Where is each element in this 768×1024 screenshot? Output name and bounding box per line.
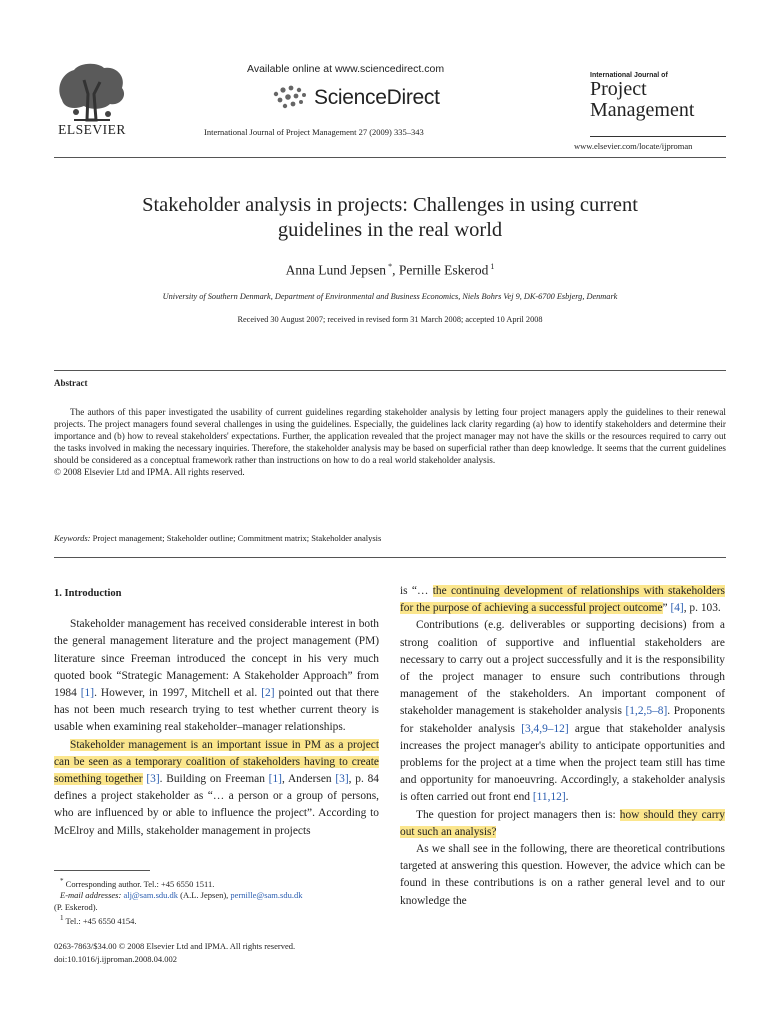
citation-link[interactable]: [3] [146,773,160,786]
footnote-mark: 1 [60,914,64,923]
paragraph [54,737,379,840]
journal-logo [590,72,694,121]
text-run: Stakeholder management has received considerable interest in both the general management literature and the project management (PM) literature since Freeman introduced the concept in his very much quoted book “Strategic Management: A Stakeholder Approach” from 1984 [54,618,379,700]
text-run: is “… [400,585,433,597]
text-run: pointed out that there has not been much research trying to test whether current theory is usable when examining real stakeholder–manager relationships. [54,687,379,734]
footnote-mark: * [60,877,64,885]
footnote-divider [54,870,150,871]
citation-link[interactable]: [3] [335,773,349,786]
issn-line: 0263-7863/$34.00 © 2008 Elsevier Ltd and IPMA. All rights reserved. [54,941,296,951]
journal-logo-small: International Journal of [590,72,668,79]
footnote-1 [54,876,384,890]
keywords-label: Keywords: [54,533,91,543]
email-link-2[interactable]: pernille@sam.sdu.dk [230,890,303,901]
journal-url[interactable]: www.elsevier.com/locate/ijproman [574,141,693,151]
text-run: . Building on Freeman [159,773,269,786]
author-1: Anna Lund Jepsen [285,262,387,278]
paragraph [400,617,725,806]
paragraph [54,616,379,736]
author-2-mark: 1 [488,262,495,271]
citation-link[interactable]: [11,12] [532,791,566,804]
left-column [54,585,379,840]
text-run: , Andersen [281,773,336,786]
author-1-mark: * [386,262,393,271]
citation-link[interactable]: [1] [268,773,282,786]
citation-link[interactable]: [1] [80,687,95,700]
header-divider [54,157,726,158]
author-separator: , [392,262,399,278]
abstract-copyright: © 2008 Elsevier Ltd and IPMA. All rights reserved. [54,467,245,478]
received-dates: Received 30 August 2007; received in revised form 31 March 2008; accepted 10 April 2008 [237,315,543,324]
elsevier-logo [48,60,136,138]
text-run: . However, in 1997, Mitchell et al. [94,687,262,700]
abstract-text: The authors of this paper investigated the usability of current guidelines regarding stakeholder analysis by letting four project managers apply the guidelines to their renewal projects. The project managers found several challenges in using the guidelines. Especially, the guidelines lack clarity regarding (a) how to identify stakeholders and determine their importance and (b) how to reveal stakeholders' expectations. Further, the application revealed that the project manager may not have the skills or the resources required to carry out the tasks involved in making the necessary inquiries. Therefore, the stakeholder analysis may be based on superficial rather than deep knowledge. It seems that the current guidelines should be considered as a conceptual framework rather than instructions on how to do a real world stakeholder analysis. [54,407,726,466]
citation-link[interactable]: [4] [670,602,684,615]
journal-citation: International Journal of Project Management 27 (2009) 335–343 [204,127,424,137]
text-run: argue that stakeholder analysis increases the project manager's ability to anticipate opportunities and problems for the project at a time when the project team still has time and opportunity for manoeuvring. Accordingly, a stakeholder analysis is often carried out front end [400,722,725,804]
title-line-2: guidelines in the real world [277,219,503,241]
sciencedirect-logo [270,84,440,117]
right-column [400,583,725,910]
divider [590,136,726,137]
citation-link[interactable]: [3,4,9–12] [521,722,569,735]
highlighted-text: how should they carry out such an analysis? [400,808,725,838]
text-run: Contributions (e.g. deliverables or supporting decisions) from a strong coalition of supportive and influential stakeholders are necessary to carry out a project successfully and it is the responsibility of the project manager to ensure such contributions through management of the stakeholders. An important component of stakeholder management is stakeholder analysis [400,619,725,718]
citation-link[interactable]: [2] [261,687,275,700]
citation-link[interactable]: [1,2,5–8] [625,705,668,718]
author-2: Pernille Eskerod [398,262,489,278]
paragraph [400,807,725,841]
abstract-top-divider [54,370,726,371]
text-run: The question for project managers then is: [416,808,620,821]
keywords [54,533,381,543]
text-run: ” [662,602,671,615]
journal-logo-line1: Project [590,78,647,100]
abstract-body [54,406,726,479]
footnote-2 [54,913,384,927]
email-link-1[interactable]: alj@sam.sdu.dk [123,890,179,901]
footnote-text: Corresponding author. Tel.: +45 6550 1511. [63,878,215,889]
paragraph [400,583,725,617]
email-owner-1: (A.L. Jepsen), [178,890,231,901]
footnote-emails [54,890,384,901]
footnotes [54,876,384,927]
footnote-text: Tel.: +45 6550 4154. [63,915,137,926]
text-run: . [565,791,569,804]
email-owner-2: (P. Eskerod). [54,901,98,912]
available-online-text: Available online at www.sciencedirect.com [247,63,445,75]
abstract-bottom-divider [54,557,726,558]
sciencedirect-dots-icon [270,84,310,112]
keywords-list: Project management; Stakeholder outline; Commitment matrix; Stakeholder analysis [90,533,382,543]
doi-line[interactable]: doi:10.1016/j.ijproman.2008.04.002 [54,953,178,964]
abstract-heading: Abstract [54,378,88,388]
title-line-1: Stakeholder analysis in projects: Challenges in using current [142,194,638,216]
journal-logo-line2: Management [590,99,695,121]
bottom-info [54,940,295,965]
highlighted-text: the continuing development of relationships with stakeholders for the purpose of achieving a successful project outcome [400,585,725,615]
sciencedirect-wordmark: ScienceDirect [314,86,440,109]
article-title [54,193,726,243]
text-run: , p. 103. [683,602,721,615]
affiliation: University of Southern Denmark, Department of Environmental and Business Economics, Niels Bohrs Vej 9, DK-6700 Esbjerg, Denmark [162,292,618,301]
text-run: . Proponents for stakeholder analysis [400,705,725,735]
publisher-name: ELSEVIER [58,122,126,137]
email-label: E-mail addresses: [60,890,122,901]
elsevier-tree-icon [54,60,130,122]
highlighted-text: Stakeholder management is an important issue in PM as a project can be seen as a temporary coalition of stakeholders having to create something together [54,738,379,786]
authors [54,262,726,279]
paragraph: As we shall see in the following, there are theoretical contributions targeted at answering this question. However, the advice which can be found in these contributions is on a rather general level and to our knowledge the [400,843,725,907]
text-run: , p. 84 defines a project stakeholder as “… a person or a group of persons, who are influenced by or able to influence the project”. According to McElroy and Mills, stakeholder management in projects [54,773,379,837]
section-heading: 1. Introduction [54,588,122,599]
